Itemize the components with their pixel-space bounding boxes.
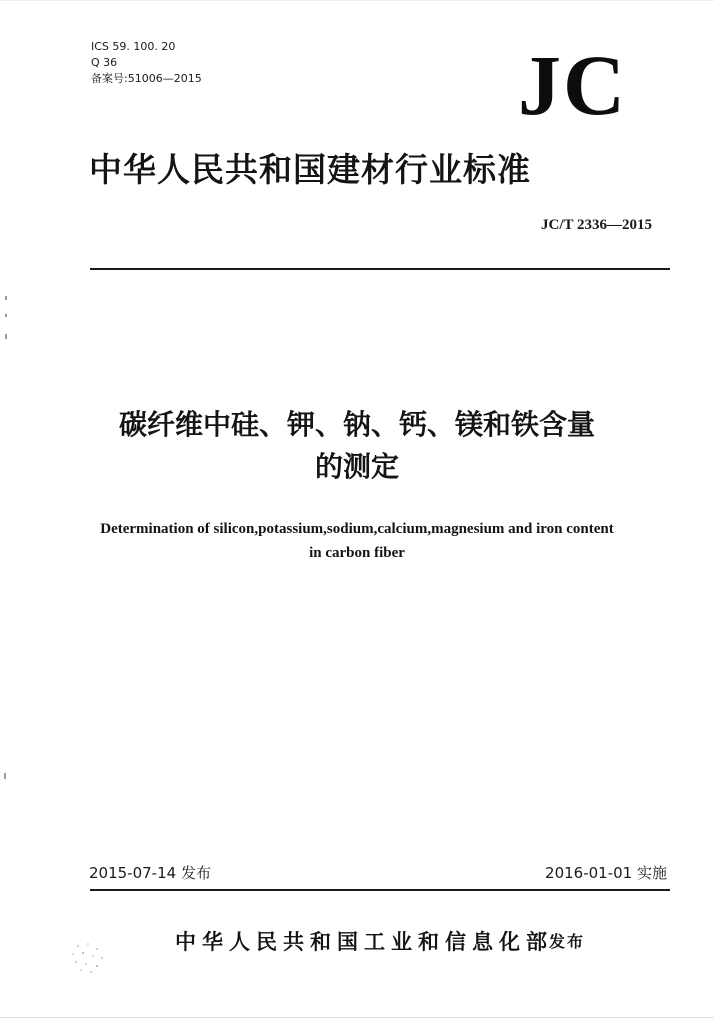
scan-mark [5,334,7,339]
document-metadata [91,39,202,87]
header-divider [90,268,670,270]
scan-mark [5,296,7,300]
scan-edge-bottom [0,1017,714,1018]
implement-date: 2016-01-01 实施 [545,864,667,882]
standard-number: JC/T 2336—2015 [541,217,652,233]
scan-mark [4,773,6,779]
chinese-title-line-2: 的测定 [314,450,399,483]
classification-code: Q 36 [91,56,118,69]
scan-edge-top [0,0,714,1]
chinese-title-line-1: 碳纤维中硅、钾、钠、钙、镁和铁含量 [118,408,595,441]
chinese-title [0,404,714,488]
english-title-line-1: Determination of silicon,potassium,sodium,calcium,magnesium and iron content [100,521,614,537]
issuing-authority: 中华人民共和国工业和信息化部 [175,929,553,954]
english-title-line-2: in carbon fiber [309,545,405,561]
issue-label: 发布 [549,932,586,951]
publish-date: 2015-07-14 发布 [89,864,211,882]
footer-divider [90,889,670,891]
english-title [0,517,714,565]
ics-code: ICS 59. 100. 20 [91,40,176,53]
scan-mark [5,314,7,317]
jc-logo: JC [518,37,628,133]
standard-category-title: 中华人民共和国建材行业标准 [89,150,531,189]
record-number: 备案号:51006—2015 [91,72,202,85]
faint-stamp-mark [64,940,110,976]
